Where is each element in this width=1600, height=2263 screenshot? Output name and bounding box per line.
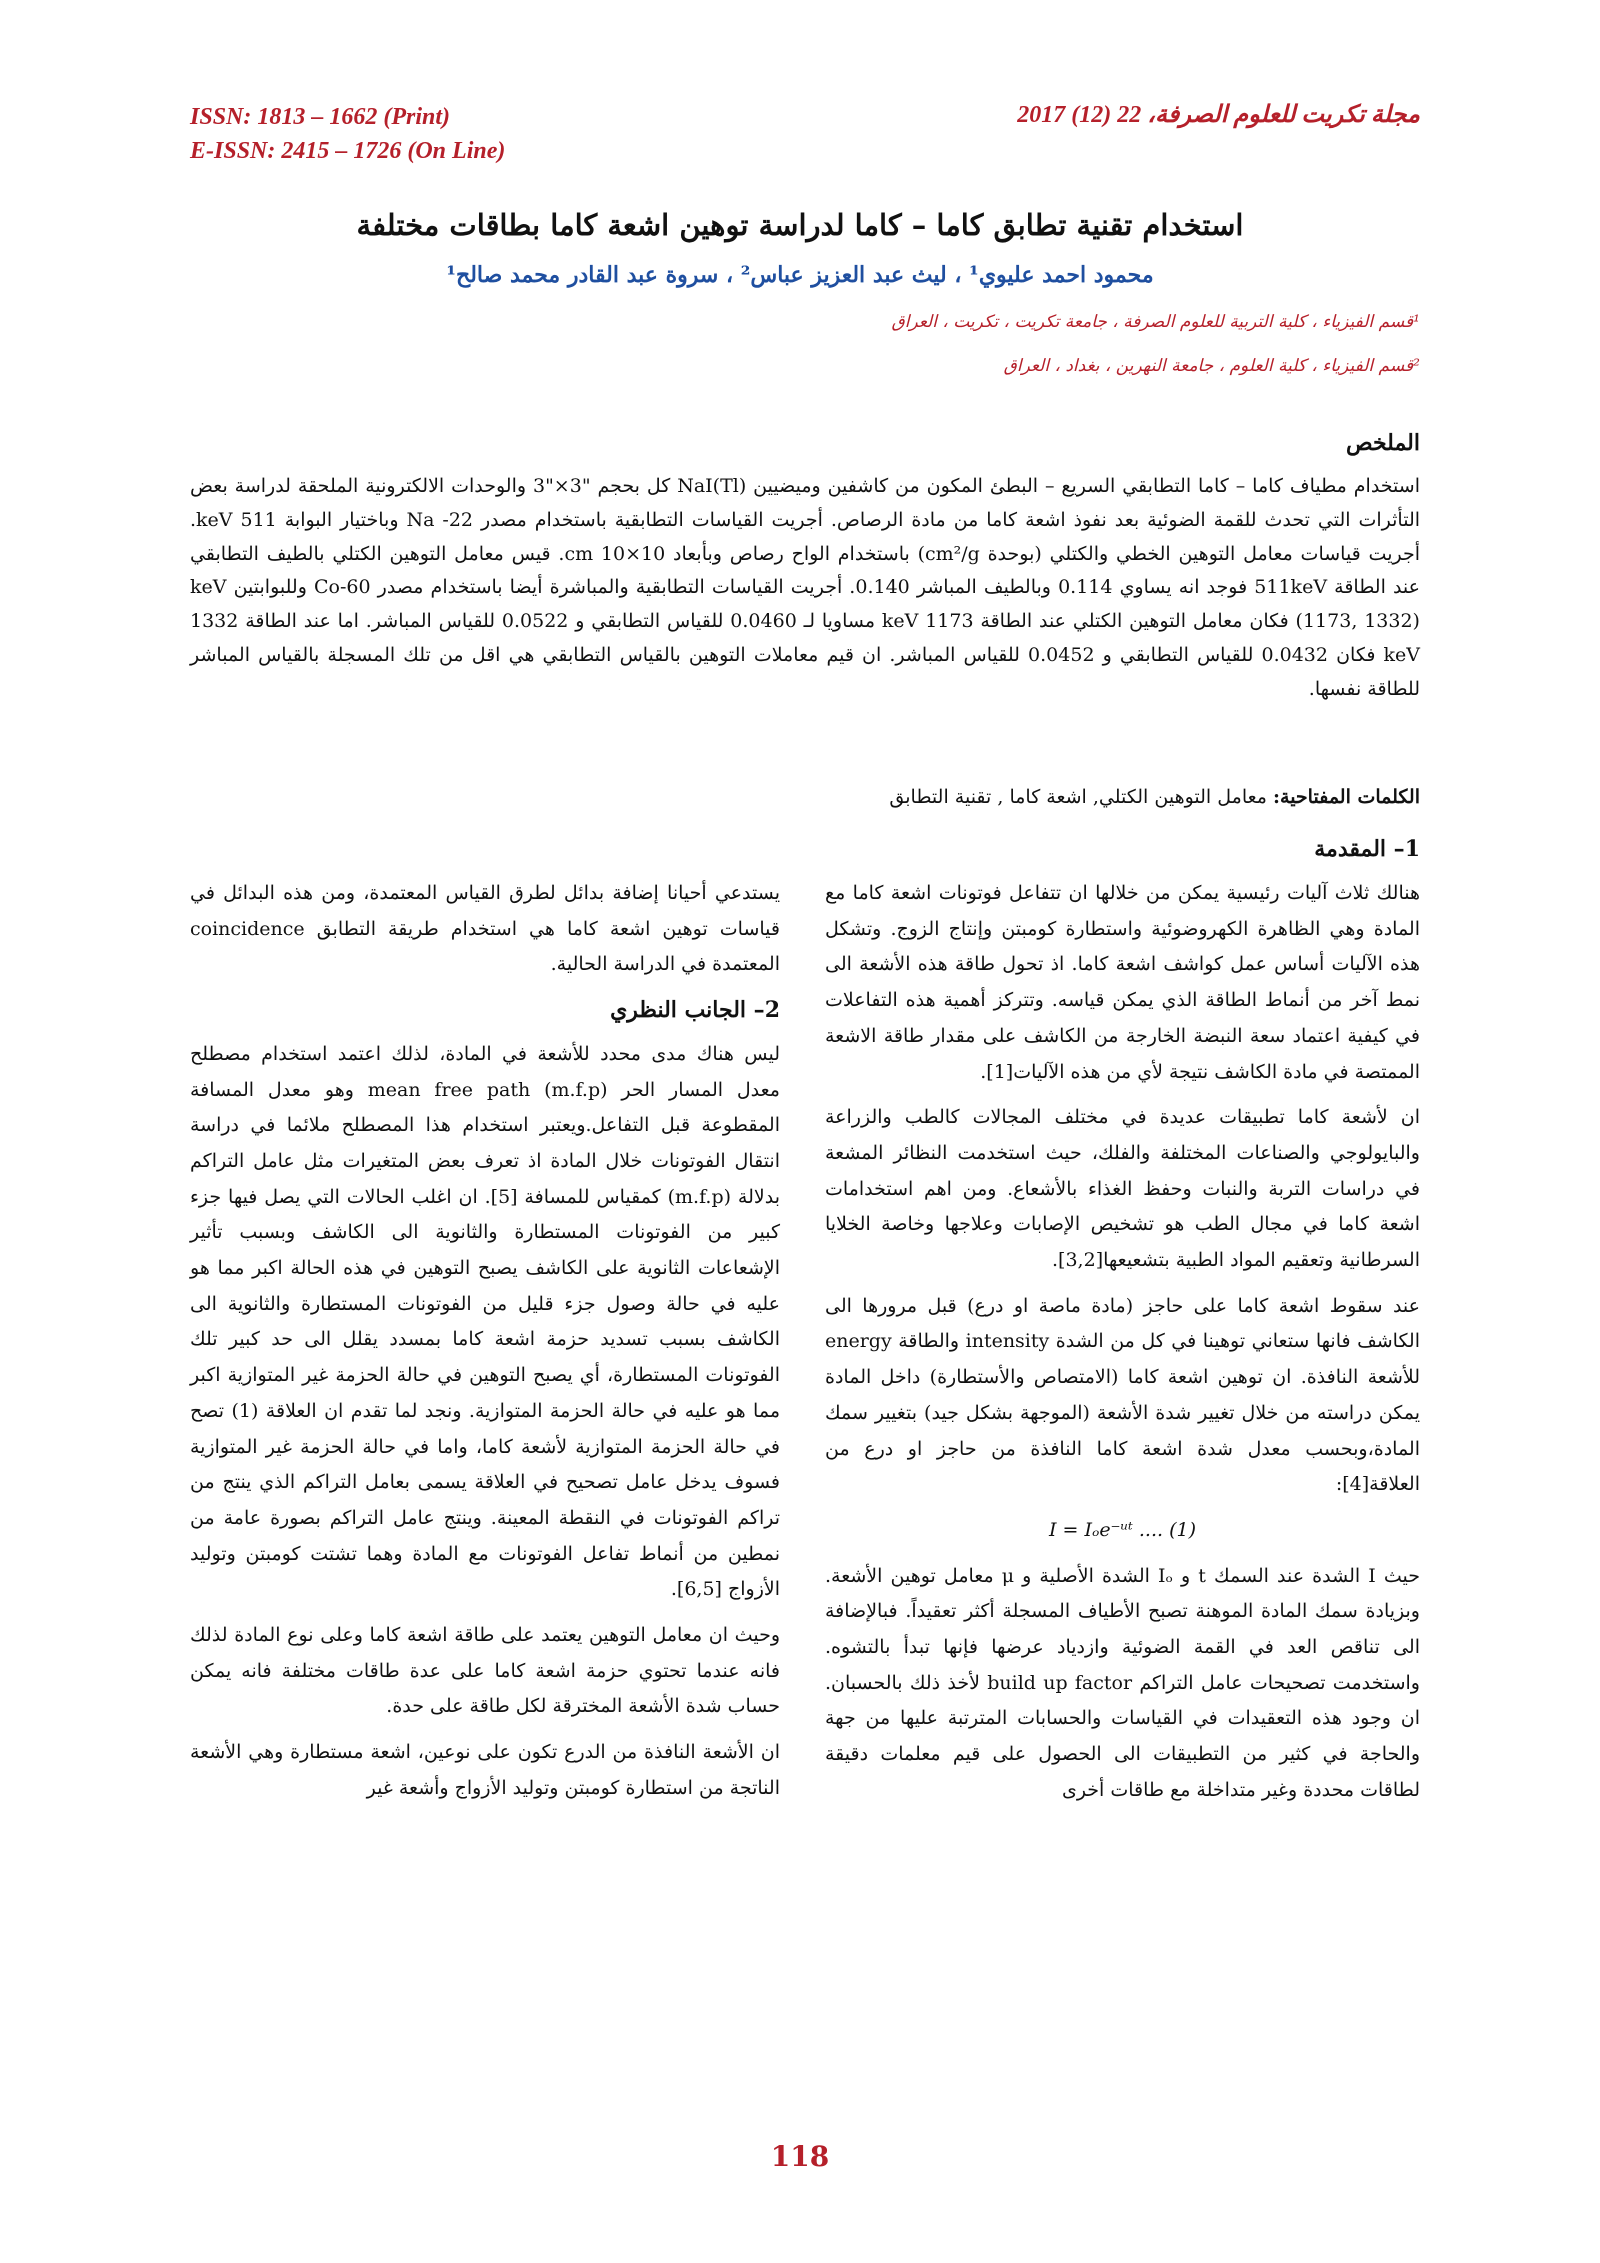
abstract-heading: الملخص — [1346, 430, 1420, 456]
right-column — [825, 876, 1420, 1819]
authors: محمود احمد عليوي¹ ، ليث عبد العزيز عباس² ، سروة عبد القادر محمد صالح¹ — [446, 262, 1154, 288]
journal-citation: مجلة تكريت للعلوم الصرفة، 22 (12) 2017 — [1017, 102, 1420, 128]
intro-heading: 1– المقدمة — [1314, 836, 1420, 862]
keywords — [190, 786, 1420, 808]
theory-heading: 2– الجانب النظري — [610, 997, 780, 1024]
keywords-label: الكلمات المفتاحية: — [1273, 786, 1420, 808]
theory-paragraph-1: ليس هناك مدى محدد للأشعة في المادة، لذلك اعتمد استخدام مصطلح معدل المسار الحر mean free path (m.f.p) وهو معدل المسافة المقطوعة قبل التفاعل.ويعتبر استخدام هذا المصطلح ملائما في دراسة انتقال الفوتونات خلال المادة اذ تعرف بعض المتغيرات مثل عامل التراكم بدلالة (m.f.p) كمقياس للمسافة [5]. ان اغلب الحالات التي يصل فيها جزء كبير من الفوتونات المستطارة والثانوية الى الكاشف وبسبب تأثير الإشعاعات الثانوية على الكاشف يصبح التوهين في هذه الحالة اكبر مما هو عليه في حالة وصول جزء قليل من الفوتونات المستطارة والثانوية الى الكاشف بسبب تسديد حزمة اشعة كاما بمسدد يقلل الى حد كبير تلك الفوتونات المستطارة، أي يصبح التوهين في حالة الحزمة غير المتوازية اكبر مما هو عليه في حالة الحزمة المتوازية. ونجد لما تقدم ان العلاقة (1) تصح في حالة الحزمة المتوازية لأشعة كاما، واما في حالة الحزمة غير المتوازية فسوف يدخل عامل تصحيح في العلاقة يسمى بعامل التراكم الذي ينتج من تراكم الفوتونات في النقطة المعينة. وينتج عامل التراكم بصورة عامة من نمطين من أنماط تفاعل الفوتونات مع المادة وهما تشتت كومبتن وتوليد الأزواج [6,5]. — [190, 1042, 780, 1601]
intro-paragraph-4: حيث I الشدة عند السمك t و Iₒ الشدة الأصلية و μ معامل توهين الأشعة. وبزيادة سمك المادة الموهنة تصبح الأطياف المسجلة أكثر تعقيداً. فبالإضافة الى تناقص العد في القمة الضوئية وازدياد عرضها فإنها تبدأ بالتشوه. واستخدمت تصحيحات عامل التراكم build up factor لأخذ ذلك بالحسبان. ان وجود هذه التعقيدات في القياسات والحسابات المترتبة عليها من جهة والحاجة في كثير من التطبيقات الى الحصول على قيم معلمات دقيقة لطاقات محددة وغير متداخلة مع طاقات أخرى — [825, 1564, 1420, 1801]
page-number: 118 — [770, 2140, 830, 2173]
issn-print: ISSN: 1813 – 1662 (Print) — [190, 104, 451, 130]
equation-1: I = Iₒe⁻ᵘᵗ .... (1) — [1048, 1518, 1197, 1541]
left-column — [190, 876, 780, 1817]
keywords-text: معامل التوهين الكتلي, اشعة كاما , تقنية التطابق — [889, 786, 1267, 808]
theory-paragraph-3: ان الأشعة النافذة من الدرع تكون على نوعين، اشعة مستطارة وهي الأشعة الناتجة من استطارة كومبتن وتوليد الأزواج وأشعة غير — [190, 1741, 780, 1799]
theory-paragraph-2: وحيث ان معامل التوهين يعتمد على طاقة اشعة كاما وعلى نوع المادة لذلك فانه عندما تحتوي حزمة اشعة كاما على عدة طاقات مختلفة فانه يمكن حساب شدة الأشعة المخترقة لكل طاقة على حدة. — [190, 1624, 780, 1718]
paper-title: استخدام تقنية تطابق كاما – كاما لدراسة توهين اشعة كاما بطاقات مختلفة — [356, 208, 1244, 242]
affiliation-1: ¹قسم الفيزياء ، كلية التربية للعلوم الصرفة ، جامعة تكريت ، تكريت ، العراق — [891, 312, 1420, 332]
intro-paragraph-3: عند سقوط اشعة كاما على حاجز (مادة ماصة او درع) قبل مرورها الى الكاشف فانها ستعاني توهينا في كل من الشدة intensity والطاقة energy للأشعة النافذة. ان توهين اشعة كاما (الامتصاص والأستطارة) داخل المادة يمكن دراسته من خلال تغيير شدة الأشعة (الموجهة بشكل جيد) بتغيير سمك المادة،وبحسب معدل شدة اشعة كاما النافذة من حاجز او درع من العلاقة[4]: — [825, 1294, 1421, 1496]
affiliation-2: ²قسم الفيزياء ، كلية العلوم ، جامعة النهرين ، بغداد ، العراق — [1003, 356, 1420, 376]
abstract-text: استخدام مطياف كاما – كاما التطابقي السريع – البطئ المكون من كاشفين وميضيين NaI(Tl) كل بحجم "3×"3 والوحدات الالكترونية الملحقة لدراسة بعض التأثرات التي تحدث للقمة الضوئية بعد نفوذ اشعة كاما من مادة الرصاص. أجريت القياسات التطابقية باستخدام مصدر Na -22 وباختيار البوابة 511 keV. أجريت قياسات معامل التوهين الخطي والكتلي (بوحدة cm²/g) باستخدام الواح رصاص وبأبعاد 10×10 cm. قيس معامل التوهين الكتلي بالطيف التطابقي عند الطاقة 511keV فوجد انه يساوي 0.114 وبالطيف المباشر 0.140. أجريت القياسات التطابقية والمباشرة أيضا باستخدام مصدر Co-60 وللبوابتين keV (1173, 1332) فكان معامل التوهين الكتلي عند الطاقة 1173 keV مساويا لـ 0.0460 للقياس التطابقي و 0.0522 للقياس المباشر. اما عند الطاقة 1332 keV فكان 0.0432 للقياس التطابقي و 0.0452 للقياس المباشر. ان قيم معاملات التوهين بالقياس التطابقي هي اقل من تلك المسجلة بالقياس المباشر للطاقة نفسها. — [190, 475, 1421, 700]
issn-online: E-ISSN: 2415 – 1726 (On Line) — [190, 138, 506, 164]
intro-paragraph-1: هنالك ثلاث آليات رئيسية يمكن من خلالها ان تتفاعل فوتونات اشعة كاما مع المادة وهي الظاهرة الكهروضوئية واستطارة كومبتن وإنتاج الزوج. وتشكل هذه الآليات أساس عمل كواشف اشعة كاما. اذ تحول طاقة هذه الأشعة الى نمط آخر من أنماط الطاقة الذي يمكن قياسه. وتتركز أهمية هذه التفاعلات في كيفية اعتماد سعة النبضة الخارجة من الكاشف على مقدار طاقة الاشعة الممتصة في مادة الكاشف نتيجة لأي من هذه الآليات[1]. — [825, 882, 1420, 1083]
left-paragraph-1: يستدعي أحيانا إضافة بدائل لطرق القياس المعتمدة، ومن هذه البدائل في قياسات توهين اشعة كاما هي استخدام طريقة التطابق coincidence المعتمدة في الدراسة الحالية. — [190, 882, 780, 976]
issn-block — [190, 100, 505, 168]
intro-paragraph-2: ان لأشعة كاما تطبيقات عديدة في مختلف المجالات كالطب والزراعة والبايولوجي والصناعات المختلفة والفلك، حيث استخدمت النظائر المشعة في دراسات التربة والنبات وحفظ الغذاء بالأشعاع. ومن اهم استخدامات اشعة كاما في مجال الطب هو تشخيص الإصابات وعلاجها وخاصة الخلايا السرطانية وتعقيم المواد الطبية بتشعيعها[3,2]. — [825, 1106, 1420, 1272]
